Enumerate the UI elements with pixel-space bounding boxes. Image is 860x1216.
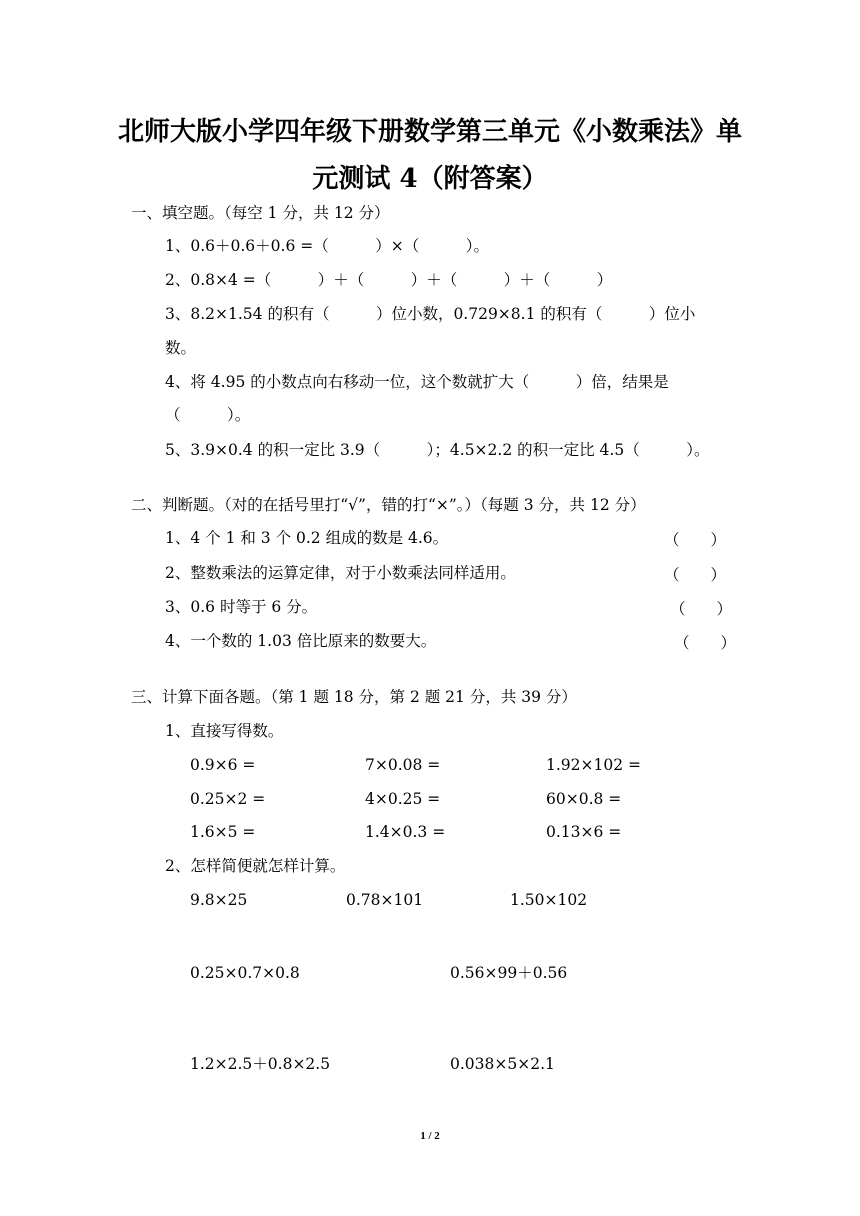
oral-calc-item: 1.92×102 = (546, 756, 641, 774)
simplify-calc-item: 1.50×102 (510, 891, 588, 909)
judge-question-3: 3、0.6 时等于 6 分。 (165, 598, 318, 616)
oral-calc-item: 0.25×2 = (190, 790, 266, 808)
oral-calc-item: 0.9×6 = (190, 756, 256, 774)
simplify-calc-item: 0.78×101 (346, 891, 424, 909)
judge-answer-paren-3: （ ） (670, 600, 733, 618)
page-number: 1 / 2 (420, 1130, 440, 1142)
calc-subsection-1-heading: 1、直接写得数。 (165, 722, 284, 740)
simplify-calc-item: 0.25×0.7×0.8 (190, 964, 300, 982)
judge-answer-paren-4: （ ） (674, 634, 737, 652)
simplify-calc-item: 1.2×2.5＋0.8×2.5 (190, 1055, 331, 1073)
simplify-calc-item: 0.038×5×2.1 (450, 1055, 555, 1073)
fill-question-3-line-1: 3、8.2×1.54 的积有（ ）位小数，0.729×8.1 的积有（ ）位小 (165, 305, 696, 323)
section-2-heading: 二、判断题。（对的在括号里打“√”，错的打“×”。）（每题 3 分，共 12 分） (131, 496, 646, 514)
judge-question-4: 4、一个数的 1.03 倍比原来的数要大。 (165, 632, 437, 650)
simplify-calc-item: 9.8×25 (190, 891, 248, 909)
fill-question-3-line-2: 数。 (165, 339, 197, 357)
fill-question-4-line-1: 4、将 4.95 的小数点向右移动一位，这个数就扩大（ ）倍，结果是 (165, 373, 669, 391)
oral-calc-item: 1.6×5 = (190, 823, 256, 841)
fill-question-5: 5、3.9×0.4 的积一定比 3.9（ ）；4.5×2.2 的积一定比 4.5（ ）。 (165, 441, 710, 459)
fill-question-2: 2、0.8×4 =（ ）＋（ ）＋（ ）＋（ ） (165, 271, 613, 289)
oral-calc-item: 60×0.8 = (546, 790, 622, 808)
section-1-heading: 一、填空题。（每空 1 分，共 12 分） (131, 204, 390, 222)
section-3-heading: 三、计算下面各题。（第 1 题 18 分，第 2 题 21 分，共 39 分） (131, 688, 577, 706)
judge-answer-paren-2: （ ） (664, 566, 727, 584)
judge-answer-paren-1: （ ） (664, 531, 727, 549)
calc-subsection-2-heading: 2、怎样简便就怎样计算。 (165, 857, 346, 875)
fill-question-4-line-2: （ ）。 (165, 406, 251, 424)
document-title-line-2: 元测试 4（附答案） (312, 164, 548, 194)
judge-question-1: 1、4 个 1 和 3 个 0.2 组成的数是 4.6。 (165, 529, 449, 547)
oral-calc-item: 1.4×0.3 = (365, 823, 446, 841)
document-title-line-1: 北师大版小学四年级下册数学第三单元《小数乘法》单 (117, 117, 742, 147)
oral-calc-item: 4×0.25 = (365, 790, 441, 808)
oral-calc-item: 7×0.08 = (365, 756, 441, 774)
oral-calc-item: 0.13×6 = (546, 823, 622, 841)
simplify-calc-item: 0.56×99＋0.56 (450, 964, 568, 982)
judge-question-2: 2、整数乘法的运算定律，对于小数乘法同样适用。 (165, 564, 516, 582)
fill-question-1: 1、0.6＋0.6＋0.6 =（ ）×（ ）。 (165, 237, 489, 255)
